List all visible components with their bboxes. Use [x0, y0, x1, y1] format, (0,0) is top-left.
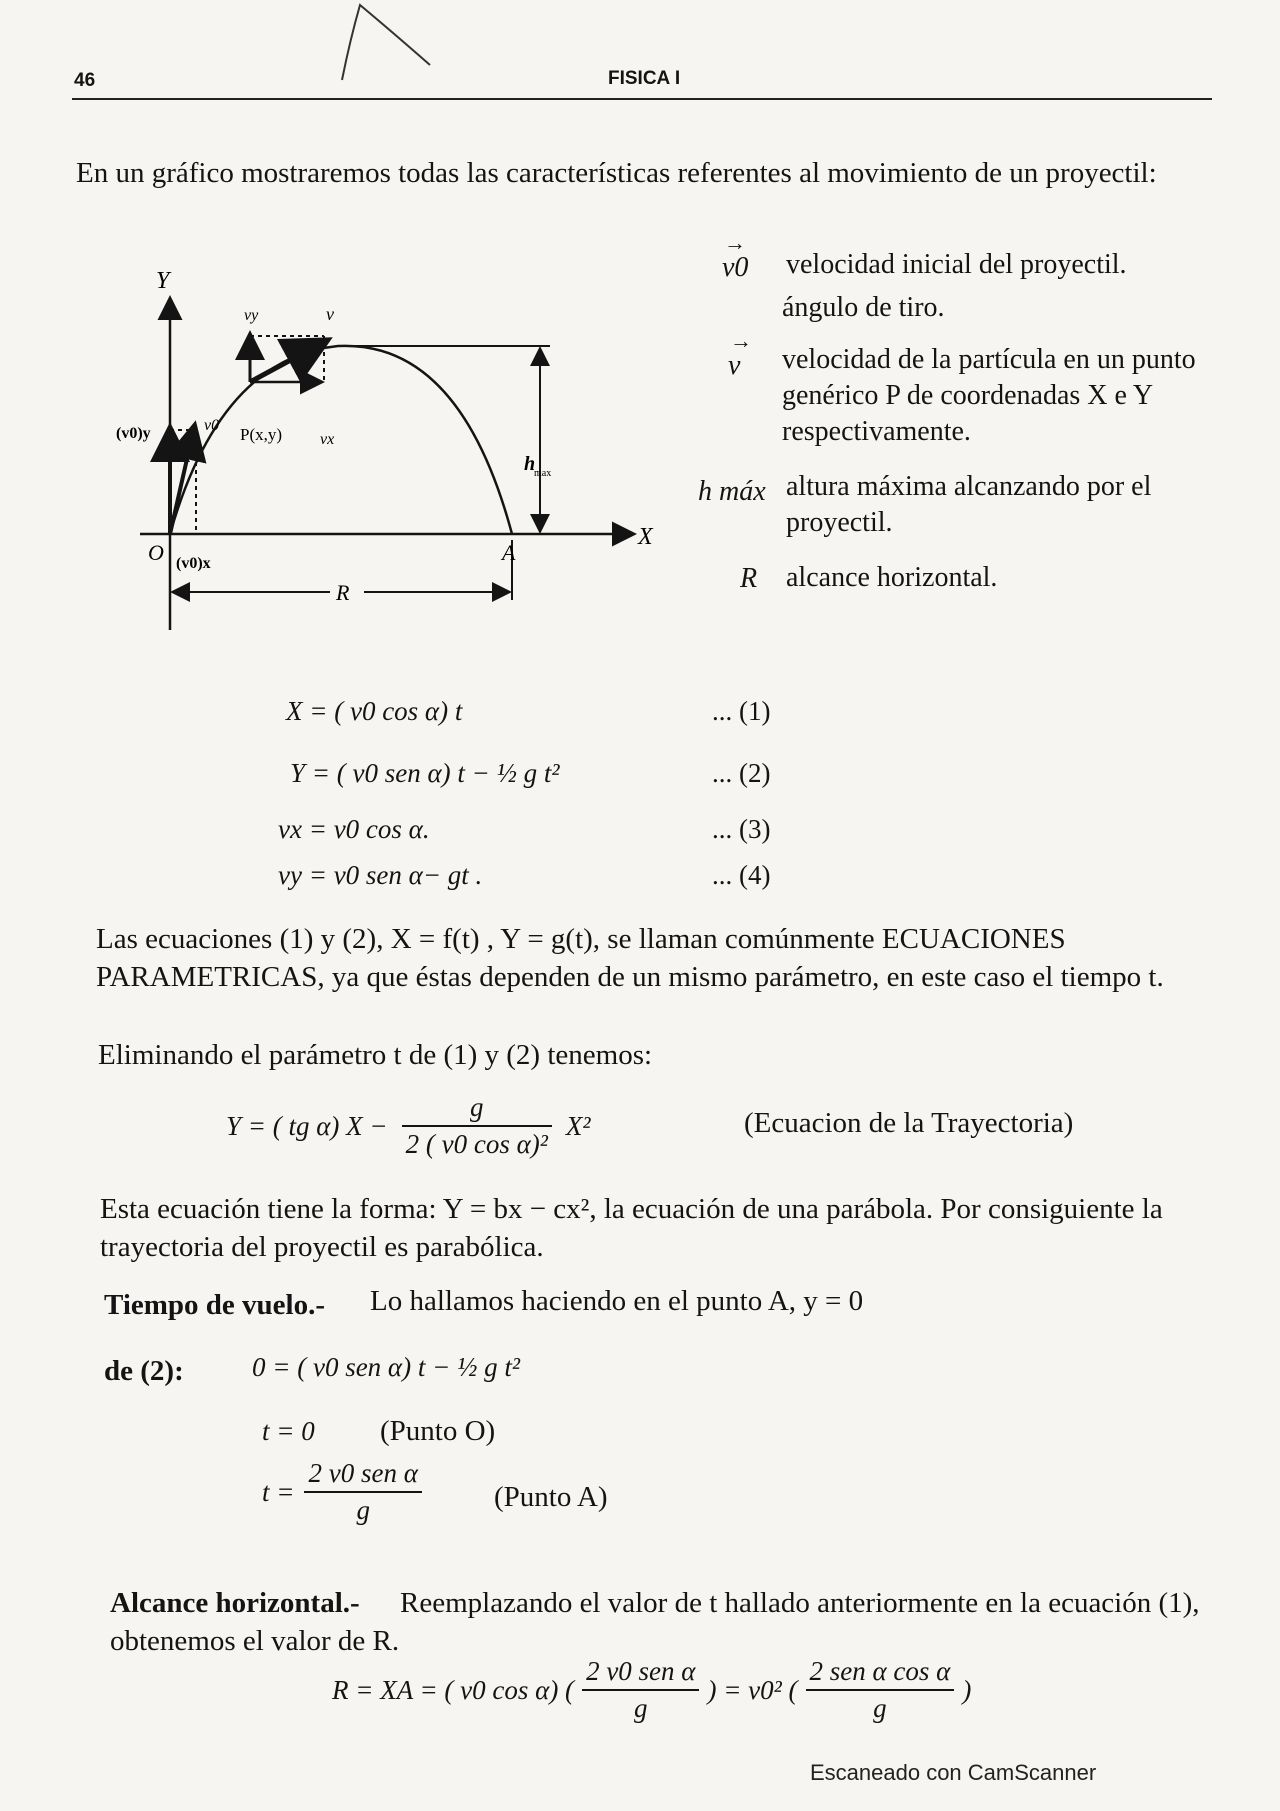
flight-de2: de (2):: [104, 1355, 184, 1387]
label-h-sub: max: [534, 468, 552, 479]
trajectory-curve: [170, 346, 512, 534]
trajectory-num: g: [402, 1092, 552, 1127]
flight-t-fraction: [304, 1458, 421, 1526]
legend-symbol-v: → v: [728, 350, 740, 382]
label-v0x: (v0)x: [176, 555, 211, 572]
label-r: R: [336, 580, 350, 605]
trajectory-label: (Ecuacion de la Trayectoria): [744, 1107, 1074, 1139]
eliminating-paragraph: Eliminando el parámetro t de (1) y (2) tenemos:: [98, 1039, 653, 1071]
legend-text-hmax: altura máxima alcanzando por el proyectil.: [786, 471, 1152, 538]
range-lhs: R = XA = ( v0 cos α) (: [332, 1674, 575, 1705]
label-vy: vy: [244, 307, 259, 324]
legend-text-v0: velocidad inicial del proyectil.: [786, 249, 1127, 280]
trajectory-lhs: Y = ( tg α) X −: [226, 1110, 388, 1141]
range-equation: [332, 1656, 971, 1724]
range-num-1: 2 v0 sen α: [582, 1656, 699, 1691]
v-vector: [250, 342, 324, 382]
label-y: Y: [156, 268, 170, 294]
flight-equation: 0 = ( v0 sen α) t − ½ g t²: [252, 1352, 520, 1382]
label-v: v: [326, 304, 334, 324]
flight-tA-label: (Punto A): [494, 1481, 608, 1513]
equation-3-tag: ... (3): [712, 814, 771, 844]
flight-intro: Lo hallamos haciendo en el punto A, y = 0: [370, 1285, 864, 1317]
label-o: O: [148, 540, 164, 565]
trajectory-fraction: [402, 1092, 552, 1160]
equation-4-tag: ... (4): [712, 860, 771, 890]
legend-text-v: velocidad de la partícula en un punto genérico P de coordenadas X e Y respectivamente.: [782, 344, 1196, 447]
flight-t0-label: (Punto O): [380, 1415, 496, 1447]
page-number: 46: [74, 70, 96, 91]
flight-heading: Tiempo de vuelo.-: [104, 1289, 325, 1321]
range-heading: Alcance horizontal.-: [110, 1587, 360, 1619]
equation-2: Y = ( v0 sen α) t − ½ g t²: [290, 758, 560, 788]
intro-paragraph: En un gráfico mostraremos todas las características referentes al movimiento de un proyectil:: [76, 157, 1157, 189]
range-den-1: g: [634, 1693, 648, 1723]
range-end: ): [962, 1674, 972, 1705]
trajectory-equation: [226, 1092, 590, 1160]
camscanner-footer: Escaneado con CamScanner: [810, 1760, 1097, 1785]
range-mid: ) = v0² (: [707, 1674, 798, 1705]
range-den-2: g: [873, 1693, 887, 1723]
flight-t0: t = 0: [262, 1416, 315, 1446]
equation-1-tag: ... (1): [712, 696, 771, 726]
equation-2-tag: ... (2): [712, 758, 771, 788]
label-a: A: [502, 540, 516, 565]
range-fraction-2: [806, 1656, 955, 1724]
legend-symbol-r: R: [740, 563, 758, 594]
range-text: Reemplazando el valor de t hallado anteriormente en la ecuación (1), obtenemos el valor de R.: [110, 1587, 1200, 1657]
range-num-2: 2 sen α cos α: [806, 1656, 955, 1691]
flight-tA: [262, 1458, 422, 1526]
pen-mark: [320, 0, 460, 90]
flight-t-num: 2 v0 sen α: [304, 1458, 421, 1493]
range-fraction-1: [582, 1656, 699, 1724]
flight-t-den: g: [356, 1495, 370, 1525]
label-v0y: (v0)y: [116, 425, 151, 442]
form-paragraph: Esta ecuación tiene la forma: Y = bx − cx², la ecuación de una parábola. Por consiguiente la trayectoria del proyectil es parabólica.: [100, 1193, 1163, 1263]
equation-3: vx = v0 cos α.: [278, 814, 430, 844]
flight-t-lhs: t =: [262, 1476, 295, 1507]
legend-symbol-v0: → v0: [722, 252, 748, 284]
header-rule: [72, 98, 1212, 100]
legend-text-angle: ángulo de tiro.: [782, 292, 945, 323]
trajectory-tail: X²: [565, 1110, 591, 1141]
running-title: FISICA I: [608, 68, 681, 89]
label-h: h: [524, 453, 536, 475]
projectile-figure: [110, 260, 670, 640]
parametric-paragraph: Las ecuaciones (1) y (2), X = f(t) , Y = g(t), se llaman comúnmente ECUACIONES PARAMETRICAS, ya que éstas dependen de un mismo parámetro, en este caso el tiempo t.: [96, 923, 1164, 993]
label-p: P(x,y): [240, 425, 283, 444]
v0-vector: [170, 428, 194, 534]
legend-text-r: alcance horizontal.: [786, 562, 998, 593]
trajectory-den: 2 ( v0 cos α)²: [405, 1129, 548, 1159]
legend-symbol-hmax: h máx: [698, 476, 766, 507]
label-x: X: [638, 524, 653, 550]
equation-1: X = ( v0 cos α) t: [286, 696, 463, 726]
label-vx: vx: [320, 431, 335, 448]
label-v0: v0: [204, 417, 220, 434]
equation-4: vy = v0 sen α− gt .: [278, 860, 483, 890]
